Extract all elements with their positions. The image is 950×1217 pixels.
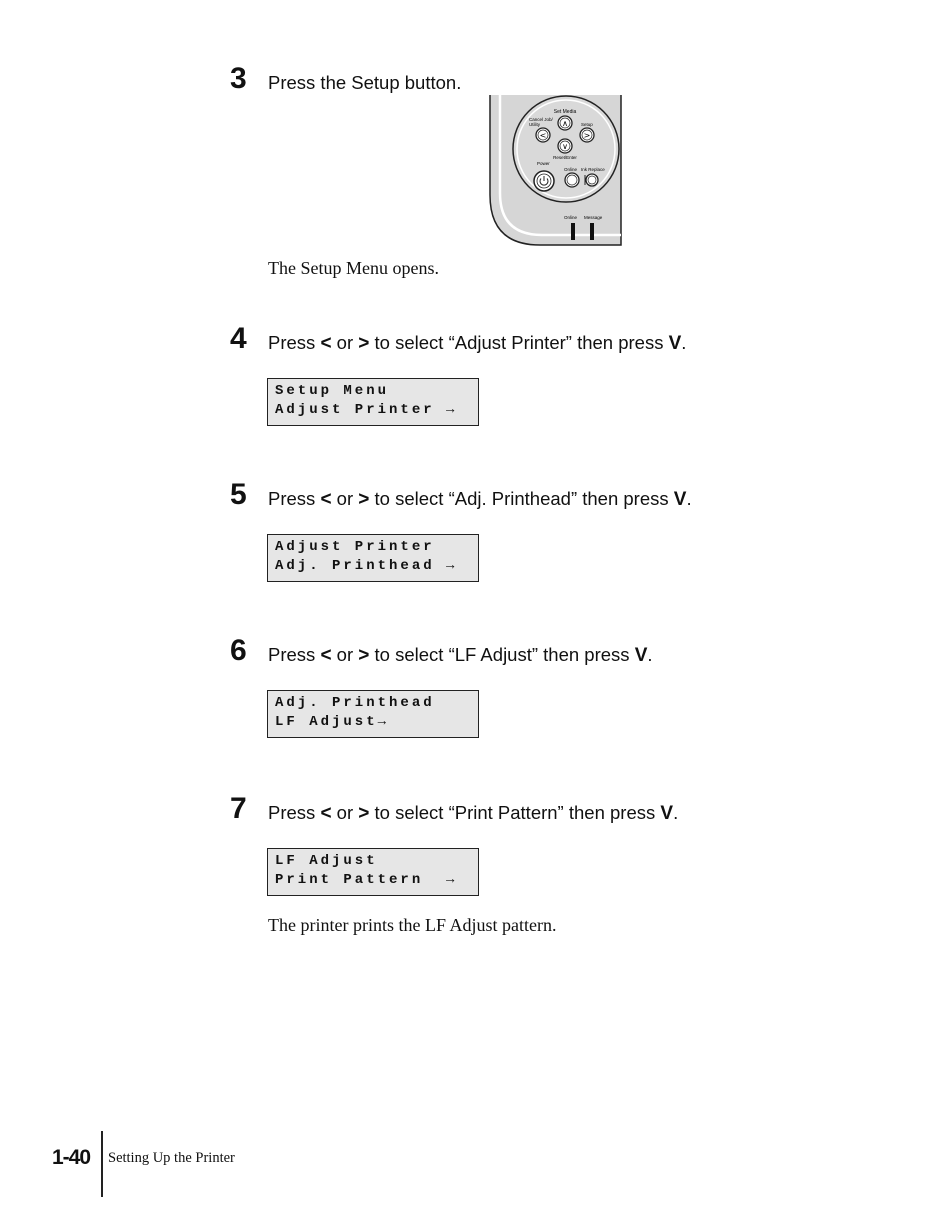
message-lamp bbox=[590, 223, 594, 240]
down-key-icon: V bbox=[634, 645, 648, 666]
online-lamp-label: Online bbox=[564, 215, 578, 220]
right-key-icon: > bbox=[358, 333, 370, 354]
down-key-icon: V bbox=[668, 333, 682, 354]
step-number: 5 bbox=[230, 478, 246, 511]
up-arrow-icon: ∧ bbox=[562, 119, 568, 128]
lcd-line-2: Adj. Printhead → bbox=[275, 558, 458, 574]
ink-replace-label: Ink Replace bbox=[581, 167, 605, 172]
step-number: 7 bbox=[230, 792, 246, 825]
reset-enter-label: Reset/Enter bbox=[553, 155, 577, 160]
online-lamp bbox=[571, 223, 575, 240]
right-button[interactable] bbox=[580, 128, 594, 142]
utility-label: Utility bbox=[529, 122, 540, 127]
lcd-line-2: Print Pattern → bbox=[275, 872, 458, 888]
lcd-display bbox=[267, 378, 479, 426]
left-button[interactable] bbox=[536, 128, 550, 142]
section-title: Setting Up the Printer bbox=[108, 1150, 235, 1166]
setup-menu-opens-note: The Setup Menu opens. bbox=[268, 258, 439, 278]
lcd-display bbox=[267, 848, 479, 896]
lcd-line-1: Adj. Printhead bbox=[275, 695, 435, 711]
online-button[interactable] bbox=[565, 173, 579, 187]
ink-replace-button[interactable] bbox=[585, 174, 598, 186]
right-key-icon: > bbox=[358, 803, 370, 824]
down-key-icon: V bbox=[673, 489, 687, 510]
step-instruction: Press the Setup button. bbox=[268, 72, 462, 93]
prints-pattern-note: The printer prints the LF Adjust pattern. bbox=[268, 915, 557, 935]
step-number: 3 bbox=[230, 62, 246, 95]
step-instruction: Press < or > to select “Adjust Printer” then press V. bbox=[268, 332, 687, 354]
lcd-line-1: Adjust Printer bbox=[275, 539, 435, 555]
right-key-icon: > bbox=[358, 489, 370, 510]
lcd-line-2: LF Adjust→ bbox=[275, 714, 390, 730]
online-button-label: Online bbox=[564, 167, 578, 172]
set-media-label: Set Media bbox=[553, 109, 577, 115]
cancel-job-label: Cancel Job/ bbox=[529, 117, 553, 122]
left-key-icon: < bbox=[320, 333, 332, 354]
down-key-icon: V bbox=[660, 803, 674, 824]
down-button[interactable] bbox=[558, 139, 572, 153]
step-instruction: Press < or > to select “LF Adjust” then press V. bbox=[268, 644, 653, 666]
power-button[interactable] bbox=[534, 171, 554, 191]
lcd-display bbox=[267, 690, 479, 738]
control-panel-illustration bbox=[488, 95, 624, 247]
left-arrow-icon: < bbox=[539, 131, 547, 140]
step-number: 4 bbox=[230, 322, 246, 355]
down-arrow-icon: ∨ bbox=[562, 142, 568, 151]
step-instruction: Press < or > to select “Adj. Printhead” then press V. bbox=[268, 488, 692, 510]
left-key-icon: < bbox=[320, 645, 332, 666]
power-label: Power bbox=[537, 161, 550, 166]
left-key-icon: < bbox=[320, 489, 332, 510]
up-button[interactable] bbox=[558, 116, 572, 130]
lcd-line-1: LF Adjust bbox=[275, 853, 378, 869]
right-arrow-icon: > bbox=[583, 131, 591, 140]
lcd-line-2: Adjust Printer → bbox=[275, 402, 458, 418]
setup-label: Setup bbox=[581, 122, 593, 127]
lcd-display bbox=[267, 534, 479, 582]
message-lamp-label: Message bbox=[584, 215, 603, 220]
lcd-line-1: Setup Menu bbox=[275, 383, 390, 399]
step-number: 6 bbox=[230, 634, 246, 667]
page-number: 1-40 bbox=[52, 1146, 91, 1169]
right-key-icon: > bbox=[358, 645, 370, 666]
step-instruction: Press < or > to select “Print Pattern” then press V. bbox=[268, 802, 679, 824]
left-key-icon: < bbox=[320, 803, 332, 824]
footer-divider bbox=[101, 1131, 103, 1197]
